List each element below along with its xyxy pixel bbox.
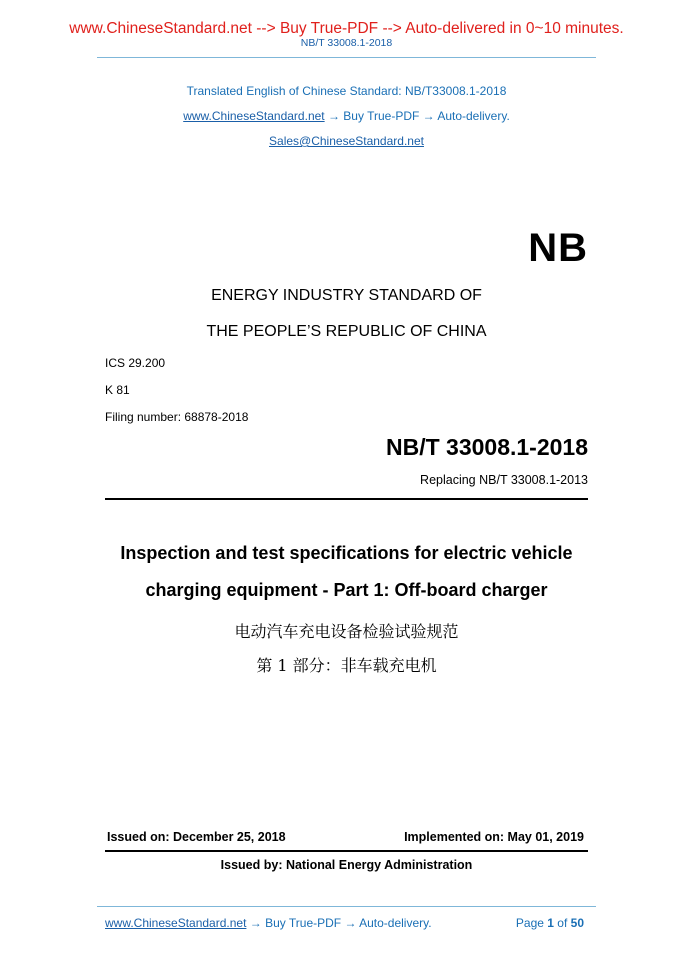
page-current: 1 <box>547 916 554 930</box>
page-indicator <box>516 916 584 930</box>
footer-divider <box>97 906 596 907</box>
sales-line <box>0 134 693 148</box>
page-label: Page <box>515 916 548 930</box>
title-en-line1: Inspection and test specifications for electric vehicle <box>120 543 573 563</box>
title-en-line2: charging equipment - Part 1: Off-board charger <box>145 580 548 600</box>
k-code: K 81 <box>105 383 130 397</box>
site-line <box>0 109 693 123</box>
page-of: of <box>553 916 571 930</box>
site-link[interactable]: www.ChineseStandard.net <box>183 109 325 123</box>
nb-logo: NB <box>528 226 588 270</box>
standard-body-line2: THE PEOPLE’S REPUBLIC OF CHINA <box>206 323 487 340</box>
issued-by: Issued by: National Energy Administration <box>220 858 473 872</box>
replacing-standard: Replacing NB/T 33008.1-2013 <box>420 473 588 487</box>
sales-email-link[interactable]: Sales@ChineseStandard.net <box>269 134 424 148</box>
top-banner[interactable]: www.ChineseStandard.net --> Buy True-PDF --> Auto-delivered in 0~10 minutes. <box>69 20 624 37</box>
page-total: 50 <box>570 916 584 930</box>
header-doc-code: NB/T 33008.1-2018 <box>300 37 393 49</box>
title-divider <box>105 498 588 500</box>
standard-number: NB/T 33008.1-2018 <box>385 434 588 460</box>
site-suffix: → Buy True-PDF → Auto-delivery. <box>324 109 510 123</box>
filing-number: Filing number: 68878-2018 <box>105 410 249 424</box>
title-cn-line2: 第 1 部分：非车载充电机 <box>256 656 437 675</box>
implemented-date: Implemented on: May 01, 2019 <box>404 830 584 844</box>
title-cn-line1: 电动汽车充电设备检验试验规范 <box>234 622 459 641</box>
issued-date: Issued on: December 25, 2018 <box>107 830 286 844</box>
header-divider <box>97 57 596 58</box>
footer-site-suffix: → Buy True-PDF → Auto-delivery. <box>246 916 432 930</box>
translated-line: Translated English of Chinese Standard: NB/T33008.1-2018 <box>186 84 507 98</box>
footer-site-line <box>105 916 432 930</box>
dates-divider <box>105 850 588 852</box>
ics-code: ICS 29.200 <box>105 356 166 370</box>
standard-body-line1: ENERGY INDUSTRY STANDARD OF <box>211 287 482 304</box>
footer-site-link[interactable]: www.ChineseStandard.net <box>105 916 247 930</box>
